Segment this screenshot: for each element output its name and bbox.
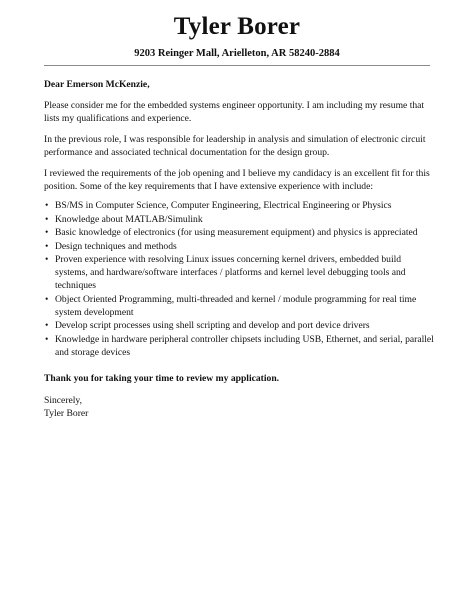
header-divider — [44, 65, 430, 66]
intro-paragraph: Please consider me for the embedded systems engineer opportunity. I am including my resume that lists my qualifications and experience. — [44, 100, 425, 124]
list-item-text: Knowledge in hardware peripheral controller chipsets including USB, Ethernet, and serial, parallel and storage devices — [55, 333, 434, 358]
list-item-text: Proven experience with resolving Linux issues concerning kernel drivers, embedded build systems, and hardware/software interfaces / platforms and kernel level debugging tools and techniques — [55, 254, 406, 291]
list-item-text: Object Oriented Programming, multi-threaded and kernel / module programming for real time system development — [55, 293, 417, 318]
thanks-line: Thank you for taking your time to review my application. — [44, 372, 280, 384]
list-item-text: Develop script processes using shell scripting and develop and port device drivers — [55, 320, 370, 331]
list-item-text: BS/MS in Computer Science, Computer Engineering, Electrical Engineering or Physics — [55, 200, 392, 211]
list-item — [44, 293, 434, 319]
signature-name: Tyler Borer — [44, 407, 89, 419]
bullet-icon: • — [45, 227, 49, 238]
closing-phrase: Sincerely, — [44, 394, 83, 406]
bullet-icon: • — [45, 200, 49, 211]
bullet-icon: • — [45, 213, 49, 225]
experience-paragraph: In the previous role, I was responsible for leadership in analysis and simulation of electronic circuit performance and associated technical documentation for the design group. — [44, 134, 426, 158]
requirements-list — [44, 199, 434, 359]
bullet-icon: • — [45, 333, 49, 345]
bullet-icon: • — [45, 254, 49, 265]
list-item — [44, 240, 434, 253]
letter-body — [44, 78, 434, 420]
list-item — [44, 253, 434, 292]
requirements-intro-paragraph: I reviewed the requirements of the job opening and I believe my candidacy is an excellent fit for this position. Some of the key requirements that I have extensive experience with include: — [44, 168, 430, 192]
applicant-address: 9203 Reinger Mall, Arielleton, AR 58240-2884 — [134, 48, 340, 59]
list-item — [44, 333, 434, 359]
list-item-text: Basic knowledge of electronics (for using measurement equipment) and physics is appreciated — [55, 227, 418, 238]
list-item-text: Knowledge about MATLAB/Simulink — [55, 213, 203, 225]
bullet-icon: • — [45, 293, 49, 305]
list-item — [44, 199, 434, 212]
bullet-icon: • — [45, 240, 49, 252]
list-item — [44, 226, 434, 239]
list-item-text: Design techniques and methods — [55, 240, 177, 252]
closing-block — [44, 394, 434, 420]
bullet-icon: • — [45, 320, 49, 331]
applicant-name: Tyler Borer — [173, 13, 301, 40]
salutation: Dear Emerson McKenzie, — [44, 79, 150, 90]
list-item — [44, 319, 434, 332]
list-item — [44, 213, 434, 226]
